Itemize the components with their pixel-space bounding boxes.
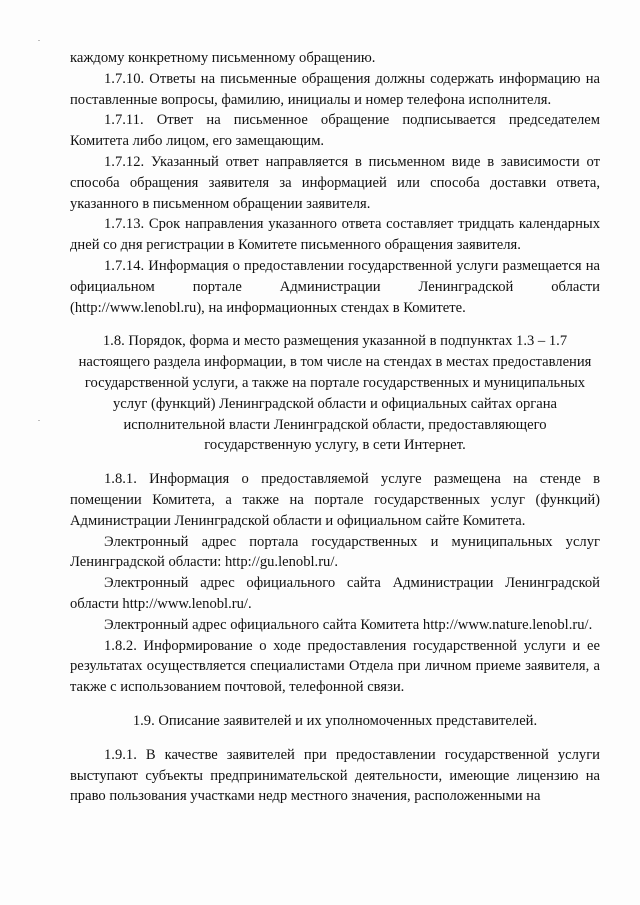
paragraph-committee-address: Электронный адрес официального сайта Комитета http://www.nature.lenobl.ru/.: [104, 616, 593, 633]
paragraph-1-7-10: 1.7.10. Ответы на письменные обращения должны содержать информацию на поставленные вопросы, фамилию, инициалы и номер телефона исполнителя.: [70, 70, 600, 108]
paragraph-1-8-2: 1.8.2. Информирование о ходе предоставления государственной услуги и ее результатах осуществляется специалистами Отдела при личном приеме заявителя, а также с использованием почтовой, телефонной связи.: [70, 637, 600, 696]
paragraph-1-8-1: 1.8.1. Информация о предоставляемой услуге размещена на стенде в помещении Комитета, а также на портале государственных услуг (функций) Администрации Ленинградской области и официальном сайте Комитета.: [70, 471, 600, 529]
paragraph-portal-address: Электронный адрес портала государственных и муниципальных услуг Ленинградской области: http://gu.lenobl.ru/.: [70, 533, 600, 571]
document-text: [70, 48, 600, 807]
paragraph-1-9-1: 1.9.1. В качестве заявителей при предоставлении государственной услуги выступают субъекты предпринимательской деятельности, имеющие лицензию на право пользования участками недр местного значения, расположенными на: [70, 746, 600, 805]
section-heading-1-9: 1.9. Описание заявителей и их уполномоченных представителей.: [132, 712, 538, 729]
paragraph-1-7-13: 1.7.13. Срок направления указанного ответа составляет тридцать календарных дней со дня регистрации в Комитете письменного обращения заявителя.: [70, 216, 600, 254]
paragraph-1-7-12: 1.7.12. Указанный ответ направляется в письменном виде в зависимости от способа обращения заявителя за информацией или способа доставки ответа, указанного в письменном обращении заявителя.: [70, 153, 600, 212]
paragraph-continuation: каждому конкретному письменному обращению.: [70, 50, 376, 66]
scan-mark: [38, 40, 40, 41]
paragraph-1-7-11: 1.7.11. Ответ на письменное обращение подписывается председателем Комитета либо лицом, его замещающим.: [70, 112, 600, 150]
paragraph-1-7-14: 1.7.14. Информация о предоставлении государственной услуги размещается на официальном портале Администрации Ленинградской области (http://www.lenobl.ru), на информационных стендах в Комитете.: [70, 257, 600, 316]
section-heading-1-8: 1.8. Порядок, форма и место размещения указанной в подпунктах 1.3 – 1.7 настоящего раздела информации, в том числе на стендах в местах предоставления государственной услуги, а также на портале государственных и муниципальных услуг (функций) Ленинградской области и официальных сайтах органа исполнительной власти Ленинградской области, предоставляющего государственную услугу, в сети Интернет.: [78, 333, 592, 454]
scan-mark: [38, 420, 40, 421]
paragraph-administration-address: Электронный адрес официального сайта Администрации Ленинградской области http://www.lenobl.ru/.: [70, 575, 600, 612]
